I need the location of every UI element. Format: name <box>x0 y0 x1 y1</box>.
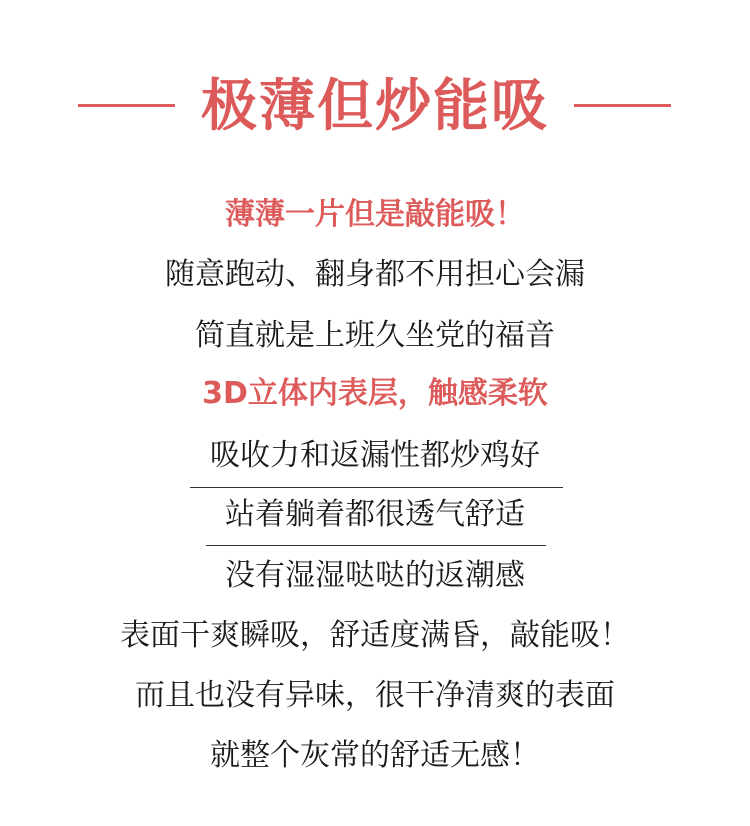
text-line: 表面干爽瞬吸，舒适度满昏，敲能吸！ <box>120 618 630 653</box>
title-header <box>0 60 750 150</box>
text-line: 就整个灰常的舒适无感！ <box>210 738 540 773</box>
text-line: 薄薄一片但是敲能吸！ <box>225 197 525 232</box>
page-title: 极薄但炒能吸 <box>201 73 549 139</box>
text-line: 没有湿湿哒哒的返潮感 <box>225 558 525 593</box>
text-line: 随意跑动、翻身都不用担心会漏 <box>165 257 585 292</box>
divider-line <box>190 487 563 488</box>
text-line: 简直就是上班久坐党的福音 <box>195 318 555 353</box>
divider-line <box>206 545 546 546</box>
text-line: 站着躺着都很透气舒适 <box>225 497 525 532</box>
title-rule-right <box>574 104 671 107</box>
text-line: 而且也没有异味，很干净清爽的表面 <box>135 678 615 713</box>
text-line: 吸收力和返漏性都炒鸡好 <box>210 438 540 473</box>
text-line: 3D立体内表层，触感柔软 <box>202 376 548 411</box>
